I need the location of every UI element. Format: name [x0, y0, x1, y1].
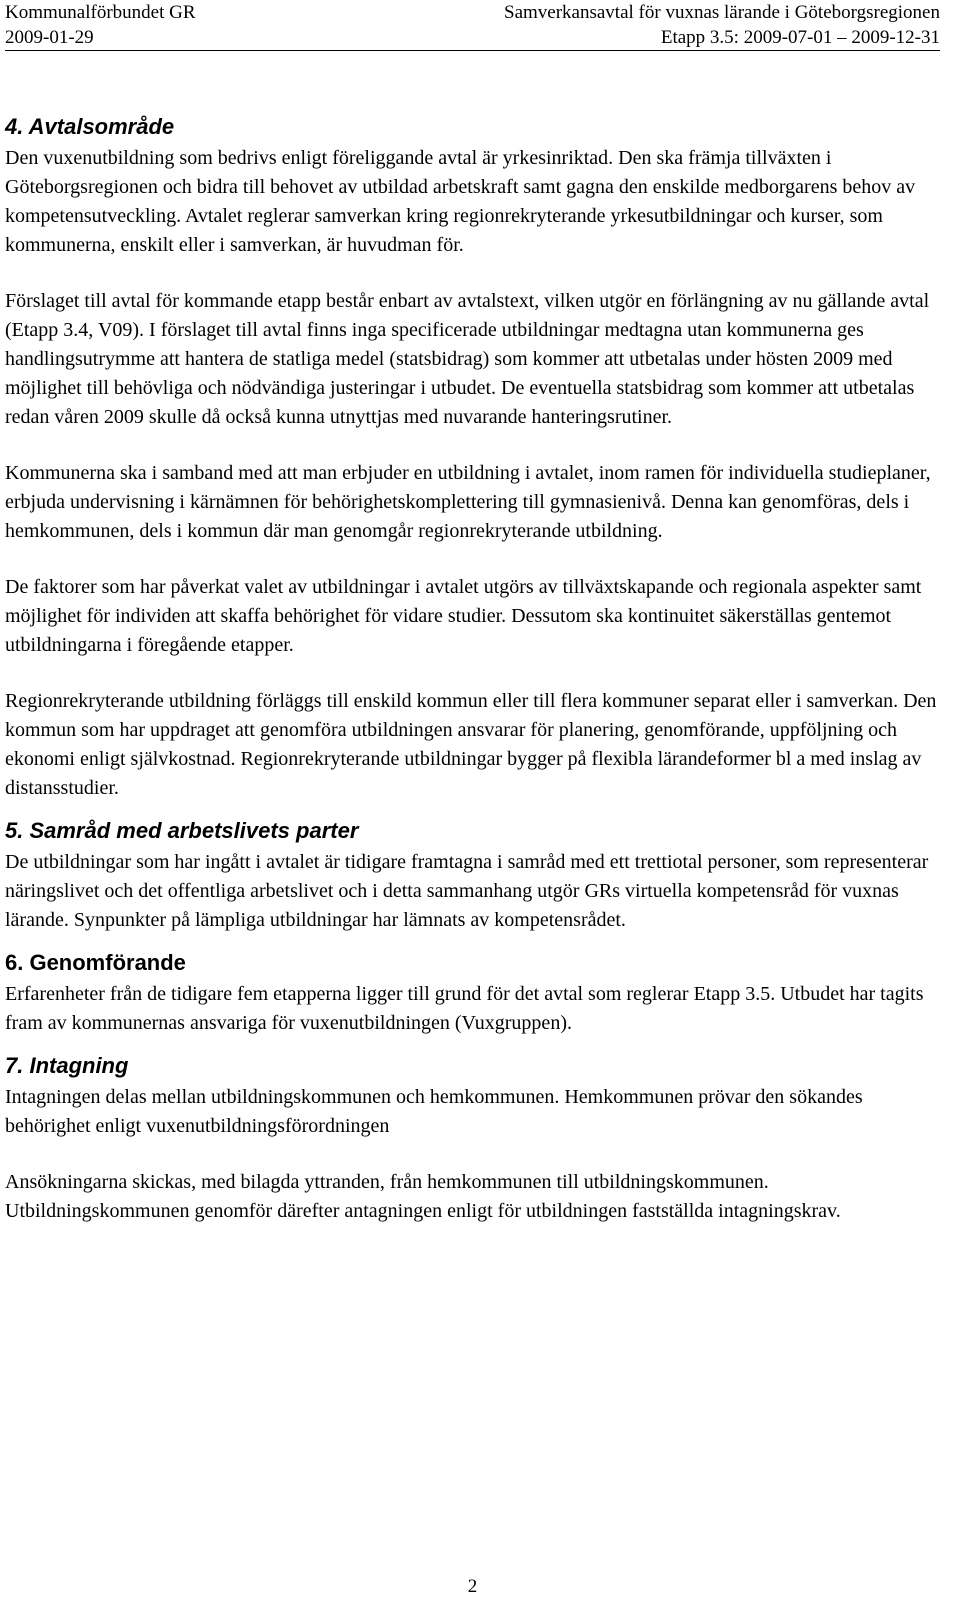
section-7-heading: 7. Intagning	[5, 1053, 129, 1078]
section-5-heading: 5. Samråd med arbetslivets parter	[5, 818, 359, 843]
section-6-heading: 6. Genomförande	[5, 950, 186, 975]
header-organization: Kommunalförbundet GR	[5, 2, 196, 23]
header-document-title: Samverkansavtal för vuxnas lärande i Göteborgsregionen	[504, 2, 940, 23]
page-footer	[0, 1576, 940, 1598]
section-4-paragraph-3: Kommunerna ska i samband med att man erbjuder en utbildning i avtalet, inom ramen för individuella studieplaner, erbjuda undervisning i kärnämnen för behörighetskomplettering till gymnasienivå. Denna kan genomföras, dels i hemkommunen, dels i kommun där man genomgår regionrekryterande utbildning.	[5, 462, 931, 542]
page-number: 2	[467, 1576, 478, 1597]
section-7-paragraph-1: Intagningen delas mellan utbildningskommunen och hemkommunen. Hemkommunen prövar den sökandes behörighet enligt vuxenutbildningsförordningen	[5, 1086, 863, 1137]
section-4-paragraph-2: Förslaget till avtal för kommande etapp består enbart av avtalstext, vilken utgör en förlängning av nu gällande avtal (Etapp 3.4, V09). I förslaget till avtal finns inga specificerade utbildningar medtagna utan kommunerna ges handlingsutrymme att hantera de statliga medel (statsbidrag) som kommer att utbetalas under hösten 2009 med möjlighet till behövliga och nödvändiga justeringar i utbudet. De eventuella statsbidrag som kommer att utbetalas redan våren 2009 skulle då också kunna utnyttjas med nuvarande hanteringsrutiner.	[5, 290, 930, 428]
header-row-top	[5, 0, 940, 25]
section-4-paragraph-1: Den vuxenutbildning som bedrivs enligt föreliggande avtal är yrkesinriktad. Den ska främja tillväxten i Göteborgsregionen och bidra till behovet av utbildad arbetskraft samt gagna den enskilde medborgarens behov av kompetensutveckling. Avtalet reglerar samverkan kring regionrekryterande yrkesutbildningar och kurser, som kommunerna, enskilt eller i samverkan, är huvudman för.	[5, 147, 916, 256]
section-7-paragraph-2: Ansökningarna skickas, med bilagda yttranden, från hemkommunen till utbildningskommunen. Utbildningskommunen genomför därefter antagningen enligt för utbildningen fastställda intagningskrav.	[5, 1171, 841, 1222]
section-6-paragraph-1: Erfarenheter från de tidigare fem etapperna ligger till grund för det avtal som reglerar Etapp 3.5. Utbudet har tagits fram av kommunernas ansvariga för vuxenutbildningen (Vuxgruppen).	[5, 983, 924, 1034]
page-header	[5, 0, 940, 51]
document-body	[5, 113, 940, 1226]
header-date: 2009-01-29	[5, 27, 94, 48]
header-period: Etapp 3.5: 2009-07-01 – 2009-12-31	[660, 27, 940, 48]
section-4-paragraph-4: De faktorer som har påverkat valet av utbildningar i avtalet utgörs av tillväxtskapande och regionala aspekter samt möjlighet för individen att skaffa behörighet för vidare studier. Dessutom ska kontinuitet säkerställas gentemot utbildningarna i föregående etapper.	[5, 576, 922, 656]
section-4-heading: 4. Avtalsområde	[5, 114, 175, 139]
section-5-paragraph-1: De utbildningar som har ingått i avtalet är tidigare framtagna i samråd med ett trettiotal personer, som representerar näringslivet och det offentliga arbetslivet och i detta sammanhang utgör GRs virtuella kompetensråd för vuxnas lärande. Synpunkter på lämpliga utbildningar har lämnats av kompetensrådet.	[5, 851, 929, 931]
section-4-paragraph-5: Regionrekryterande utbildning förläggs till enskild kommun eller till flera kommuner separat eller i samverkan. Den kommun som har uppdraget att genomföra utbildningen ansvarar för planering, genomförande, uppföljning och ekonomi enligt självkostnad. Regionrekryterande utbildningar bygger på flexibla lärandeformer bl a med inslag av distansstudier.	[5, 690, 937, 799]
header-row-bottom	[5, 25, 940, 50]
